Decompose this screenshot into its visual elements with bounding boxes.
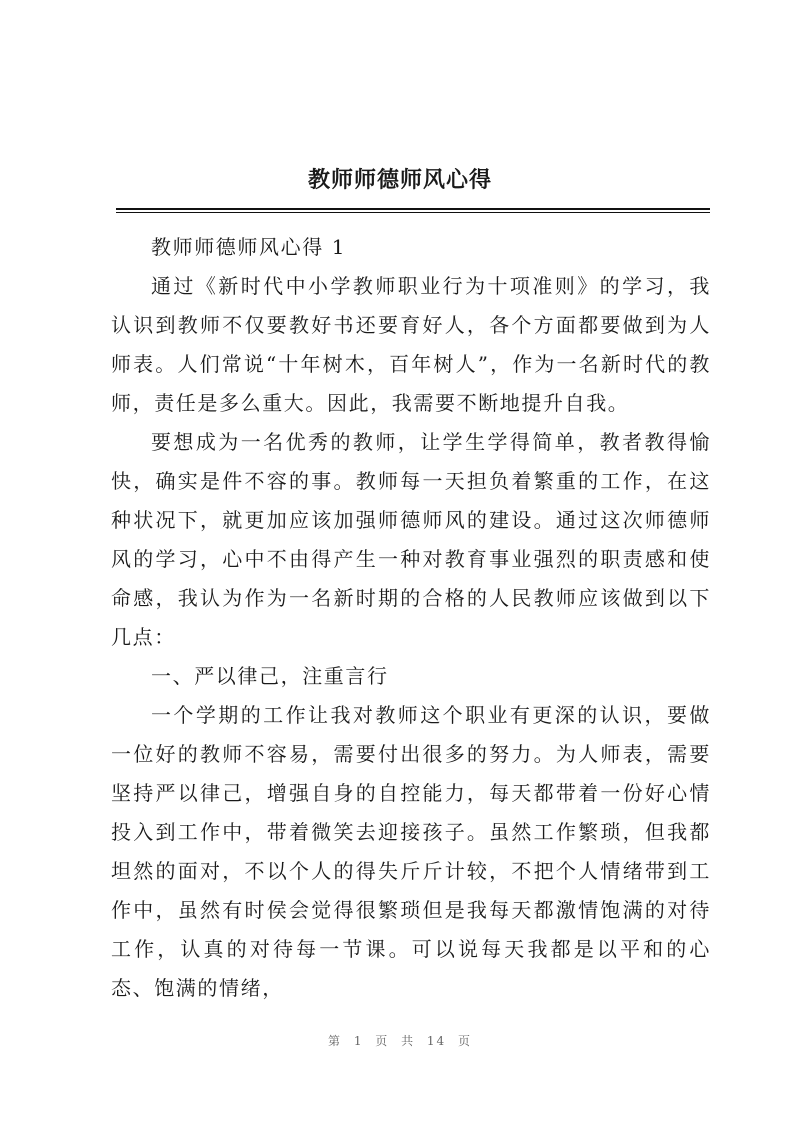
page-footer: 第 1 页 共 14 页 <box>328 1034 472 1048</box>
document-body <box>111 228 711 1008</box>
subsection-heading: 一、严以律己，注重言行 <box>151 664 389 688</box>
section-heading: 教师师德师风心得 1 <box>151 235 347 259</box>
paragraph: 通过《新时代中小学教师职业行为十项准则》的学习，我认识到教师不仅要教好书还要育好人，各个方面都要做到为人师表。人们常说“十年树木，百年树人”，作为一名新时代的教师，责任是多么重大。因此，我需要不断地提升自我。 <box>111 274 711 415</box>
page-title: 教师师德师风心得 <box>307 167 492 193</box>
paragraph: 一个学期的工作让我对教师这个职业有更深的认识，要做一位好的教师不容易，需要付出很多的努力。为人师表，需要坚持严以律己，增强自身的自控能力，每天都带着一份好心情投入到工作中，带着微笑去迎接孩子。虽然工作繁琐，但我都坦然的面对，不以个人的得失斤斤计较，不把个人情绪带到工作中，虽然有时侯会觉得很繁琐但是我每天都激情饱满的对待工作，认真的对待每一节课。可以说每天我都是以平和的心态、饱满的情绪， <box>111 703 711 1000</box>
paragraph: 要想成为一名优秀的教师，让学生学得简单，教者教得愉快，确实是件不容的事。教师每一天担负着繁重的工作，在这种状况下，就更加应该加强师德师风的建设。通过这次师德师风的学习，心中不由得产生一种对教育事业强烈的职责感和使命感，我认为作为一名新时期的合格的人民教师应该做到以下几点： <box>111 430 711 649</box>
title-rule-thick <box>116 208 710 210</box>
title-rule-thin <box>116 212 710 213</box>
